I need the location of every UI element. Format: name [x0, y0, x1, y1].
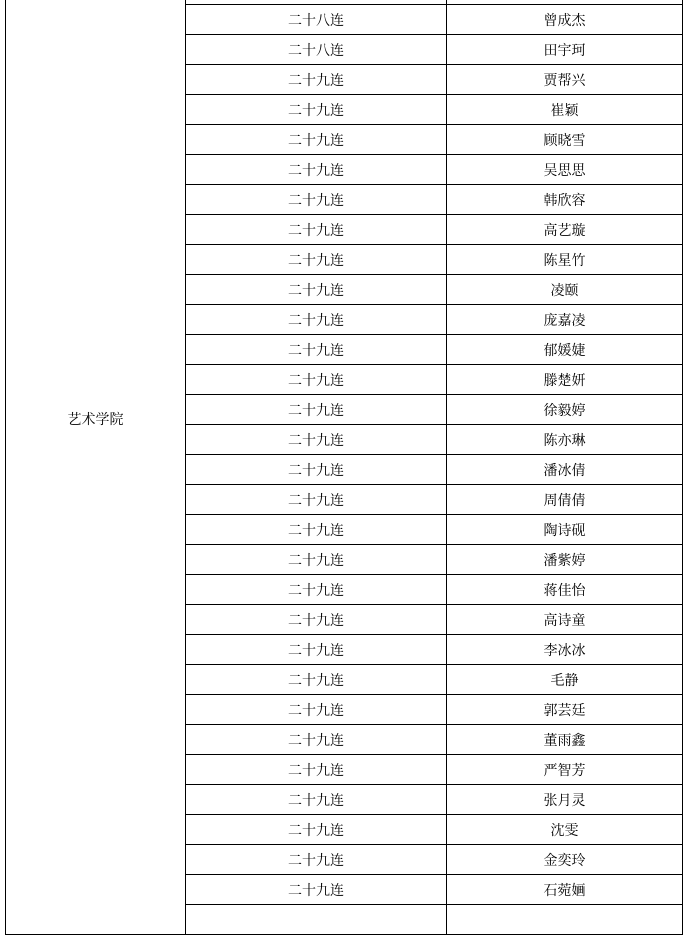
company-cell: 二十九连 [186, 245, 447, 275]
company-cell: 二十九连 [186, 695, 447, 725]
company-cell: 二十九连 [186, 755, 447, 785]
company-cell: 二十九连 [186, 455, 447, 485]
name-cell: 凌颐 [447, 275, 683, 305]
company-cell: 二十九连 [186, 155, 447, 185]
company-cell: 二十九连 [186, 845, 447, 875]
name-cell [447, 905, 683, 935]
name-cell: 陈星竹 [447, 245, 683, 275]
company-cell: 二十九连 [186, 215, 447, 245]
name-cell: 顾晓雪 [447, 125, 683, 155]
company-cell: 二十九连 [186, 425, 447, 455]
name-cell: 韩欣容 [447, 185, 683, 215]
name-cell: 高艺璇 [447, 215, 683, 245]
company-cell: 二十九连 [186, 305, 447, 335]
name-cell: 滕楚妍 [447, 365, 683, 395]
company-cell: 二十九连 [186, 125, 447, 155]
company-cell: 二十九连 [186, 815, 447, 845]
name-cell: 董雨鑫 [447, 725, 683, 755]
name-cell: 陈亦琳 [447, 425, 683, 455]
company-cell: 二十九连 [186, 545, 447, 575]
name-cell: 曾成杰 [447, 5, 683, 35]
name-cell: 周倩倩 [447, 485, 683, 515]
name-cell: 贾帮兴 [447, 65, 683, 95]
name-cell: 严智芳 [447, 755, 683, 785]
name-cell: 徐毅婷 [447, 395, 683, 425]
name-cell: 田宇珂 [447, 35, 683, 65]
name-cell: 石菀婳 [447, 875, 683, 905]
name-cell: 蒋佳怡 [447, 575, 683, 605]
name-cell: 崔颖 [447, 95, 683, 125]
company-cell: 二十九连 [186, 665, 447, 695]
company-cell: 二十九连 [186, 65, 447, 95]
company-cell: 二十九连 [186, 515, 447, 545]
company-cell: 二十九连 [186, 635, 447, 665]
company-cell: 二十九连 [186, 575, 447, 605]
name-cell: 潘冰倩 [447, 455, 683, 485]
roster-body [6, 0, 683, 935]
name-cell: 李冰冰 [447, 635, 683, 665]
name-cell: 金奕玲 [447, 845, 683, 875]
company-cell: 二十八连 [186, 5, 447, 35]
company-cell: 二十九连 [186, 365, 447, 395]
company-cell: 二十九连 [186, 605, 447, 635]
name-cell: 庞嘉凌 [447, 305, 683, 335]
company-cell [186, 905, 447, 935]
company-cell: 二十九连 [186, 785, 447, 815]
company-cell: 二十九连 [186, 395, 447, 425]
name-cell: 潘紫婷 [447, 545, 683, 575]
name-cell: 陶诗砚 [447, 515, 683, 545]
name-cell: 高诗童 [447, 605, 683, 635]
name-cell: 郁媛婕 [447, 335, 683, 365]
roster-table [5, 0, 683, 935]
name-cell: 吴思思 [447, 155, 683, 185]
company-cell: 二十九连 [186, 875, 447, 905]
name-cell: 张月灵 [447, 785, 683, 815]
company-cell: 二十九连 [186, 185, 447, 215]
company-cell: 二十九连 [186, 335, 447, 365]
company-cell: 二十八连 [186, 35, 447, 65]
name-cell: 毛静 [447, 665, 683, 695]
name-cell: 郭芸廷 [447, 695, 683, 725]
name-cell: 沈雯 [447, 815, 683, 845]
college-cell: 艺术学院 [6, 0, 186, 935]
company-cell: 二十九连 [186, 485, 447, 515]
company-cell: 二十九连 [186, 95, 447, 125]
company-cell: 二十九连 [186, 275, 447, 305]
company-cell: 二十九连 [186, 725, 447, 755]
